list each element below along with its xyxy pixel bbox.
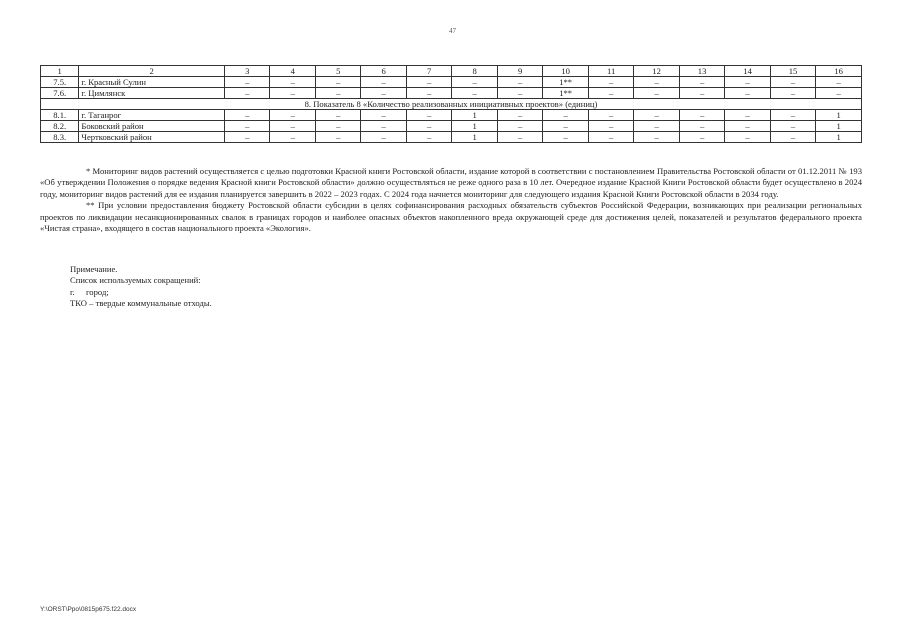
table-cell: – bbox=[588, 121, 633, 132]
table-cell: – bbox=[406, 132, 451, 143]
table-cell: – bbox=[634, 132, 679, 143]
table-cell: – bbox=[406, 121, 451, 132]
abbreviation-item: ТКО – твердые коммунальные отходы. bbox=[70, 298, 212, 309]
table-cell: – bbox=[679, 132, 724, 143]
table-cell: – bbox=[770, 121, 815, 132]
notes-block bbox=[70, 264, 212, 310]
table-cell: – bbox=[270, 88, 315, 99]
table-row bbox=[41, 132, 862, 143]
column-header: 4 bbox=[270, 66, 315, 77]
table-cell: – bbox=[725, 88, 770, 99]
column-header: 12 bbox=[634, 66, 679, 77]
table-cell: – bbox=[361, 77, 406, 88]
column-header: 1 bbox=[41, 66, 79, 77]
table-cell: – bbox=[315, 110, 360, 121]
row-number: 8.2. bbox=[41, 121, 79, 132]
table-cell: – bbox=[725, 110, 770, 121]
table-cell: – bbox=[497, 110, 542, 121]
table-cell: – bbox=[770, 132, 815, 143]
file-path: Y:\ORST\Ppo\0815p675.f22.docx bbox=[40, 606, 137, 613]
table-cell: – bbox=[497, 88, 542, 99]
table-cell: – bbox=[770, 110, 815, 121]
table-row bbox=[41, 121, 862, 132]
table-cell: – bbox=[270, 110, 315, 121]
column-header: 10 bbox=[543, 66, 588, 77]
column-header: 14 bbox=[725, 66, 770, 77]
column-header: 5 bbox=[315, 66, 360, 77]
table-cell: – bbox=[679, 77, 724, 88]
column-header: 11 bbox=[588, 66, 633, 77]
table-cell: 1 bbox=[452, 132, 497, 143]
column-header: 13 bbox=[679, 66, 724, 77]
table-cell: – bbox=[543, 132, 588, 143]
table-cell: – bbox=[270, 77, 315, 88]
abbreviation-item bbox=[70, 287, 212, 298]
column-header: 2 bbox=[79, 66, 225, 77]
row-number: 8.3. bbox=[41, 132, 79, 143]
table-cell: 1 bbox=[816, 110, 862, 121]
table-cell: 1** bbox=[543, 88, 588, 99]
table-cell: 1 bbox=[816, 121, 862, 132]
table-cell: – bbox=[679, 88, 724, 99]
table-cell: – bbox=[634, 121, 679, 132]
table-cell: – bbox=[315, 121, 360, 132]
indicator-table bbox=[40, 65, 862, 143]
abbreviations-title: Список используемых сокращений: bbox=[70, 275, 201, 286]
table-cell: – bbox=[225, 121, 270, 132]
table-cell: – bbox=[770, 88, 815, 99]
table-cell: – bbox=[588, 132, 633, 143]
column-header: 9 bbox=[497, 66, 542, 77]
table-cell: 1** bbox=[543, 77, 588, 88]
table-cell: – bbox=[406, 110, 451, 121]
table-cell: – bbox=[270, 121, 315, 132]
row-number: 8.1. bbox=[41, 110, 79, 121]
table-cell: – bbox=[315, 77, 360, 88]
table-cell: – bbox=[816, 77, 862, 88]
table-cell: – bbox=[361, 110, 406, 121]
column-header: 15 bbox=[770, 66, 815, 77]
table-cell: – bbox=[361, 88, 406, 99]
column-header: 3 bbox=[225, 66, 270, 77]
table-cell: – bbox=[588, 110, 633, 121]
table-cell: – bbox=[406, 88, 451, 99]
table-cell: – bbox=[634, 110, 679, 121]
table-cell: – bbox=[452, 88, 497, 99]
table-cell: – bbox=[543, 110, 588, 121]
table-cell: – bbox=[270, 132, 315, 143]
table-cell: – bbox=[497, 121, 542, 132]
table-cell: – bbox=[725, 132, 770, 143]
row-number: 7.6. bbox=[41, 88, 79, 99]
row-municipality: г. Цимлянск bbox=[79, 88, 225, 99]
row-municipality: Чертковский район bbox=[79, 132, 225, 143]
table-cell: – bbox=[225, 88, 270, 99]
page-number: 47 bbox=[449, 27, 456, 35]
table-cell: – bbox=[361, 121, 406, 132]
table-cell: – bbox=[679, 110, 724, 121]
column-header: 16 bbox=[816, 66, 862, 77]
table-cell: – bbox=[315, 132, 360, 143]
table-cell: 1 bbox=[452, 121, 497, 132]
table-row bbox=[41, 77, 862, 88]
table-cell: – bbox=[770, 77, 815, 88]
footnotes bbox=[40, 166, 862, 234]
row-municipality: г. Красный Сулин bbox=[79, 77, 225, 88]
table-cell: – bbox=[361, 132, 406, 143]
table-cell: – bbox=[725, 121, 770, 132]
table-row bbox=[41, 110, 862, 121]
table-cell: – bbox=[816, 88, 862, 99]
row-municipality: г. Таганрог bbox=[79, 110, 225, 121]
table-cell: – bbox=[452, 77, 497, 88]
table-row bbox=[41, 88, 862, 99]
footnote-single-asterisk: * Мониторинг видов растений осуществляется с целью подготовки Красной книги Ростовской области, издание которой в соответствии с постановлением Правительства Ростовской области от 01.12.2011 № 193 «Об утверждении Положения о порядке ведения Красной книги Ростовской области» должно осуществляться не реже одного раза в 10 лет. Очередное издание Красной Книги Ростовской области будет осуществлено в 2024 году, мониторинг видов растений для ее издания планируется завершить в 2022 – 2023 годах. С 2024 года начнется мониторинг для следующего издания Красной Книги Ростовской области в 2034 году. bbox=[40, 166, 862, 199]
note-title: Примечание. bbox=[70, 264, 118, 274]
table-cell: – bbox=[225, 77, 270, 88]
table-cell: 1 bbox=[816, 132, 862, 143]
table-cell: – bbox=[634, 77, 679, 88]
table-cell: – bbox=[679, 121, 724, 132]
table-cell: – bbox=[588, 88, 633, 99]
table-cell: – bbox=[225, 132, 270, 143]
footnote-double-asterisk: ** При условии предоставления бюджету Ростовской области субсидии в целях софинансирования расходных обязательств субъектов Российской Федерации, возникающих при реализации региональных проектов по ликвидации несанкционированных свалок в границах городов и наиболее опасных объектов накопленного вреда окружающей среде для достижения целей, показателей и результатов федерального проекта «Чистая страна», входящего в состав национального проекта «Экология». bbox=[40, 200, 862, 234]
section-row bbox=[41, 99, 862, 110]
table-cell: – bbox=[225, 110, 270, 121]
section-title: 8. Показатель 8 «Количество реализованных инициативных проектов» (единиц) bbox=[41, 99, 862, 110]
row-number: 7.5. bbox=[41, 77, 79, 88]
table-cell: – bbox=[406, 77, 451, 88]
table-cell: – bbox=[588, 77, 633, 88]
table-cell: – bbox=[497, 77, 542, 88]
abbreviation-value: город; bbox=[86, 286, 109, 297]
column-header: 6 bbox=[361, 66, 406, 77]
table-cell: 1 bbox=[452, 110, 497, 121]
table-cell: – bbox=[543, 121, 588, 132]
column-header: 7 bbox=[406, 66, 451, 77]
column-header: 8 bbox=[452, 66, 497, 77]
abbreviation-key: г. bbox=[70, 286, 75, 297]
row-municipality: Боковский район bbox=[79, 121, 225, 132]
table-cell: – bbox=[634, 88, 679, 99]
table-cell: – bbox=[497, 132, 542, 143]
table-cell: – bbox=[315, 88, 360, 99]
table-header-row bbox=[41, 66, 862, 77]
table-cell: – bbox=[725, 77, 770, 88]
